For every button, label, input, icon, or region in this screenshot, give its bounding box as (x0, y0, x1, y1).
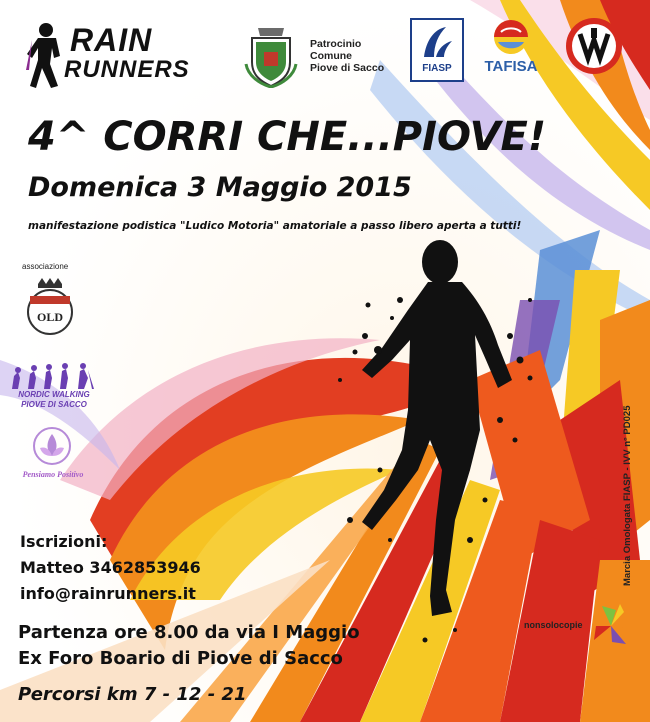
registration-contact: Matteo 3462853946 (20, 558, 201, 577)
association-label: associazione (22, 262, 69, 271)
fiasp-logo (410, 18, 464, 82)
vertical-note-container (622, 296, 634, 586)
crown-badge-icon (20, 276, 80, 338)
patronage-line3: Piove di Sacco (310, 62, 385, 74)
lotus-icon (32, 426, 72, 466)
registration-heading: Iscrizioni: (20, 532, 108, 551)
ivv-logo-icon (564, 16, 624, 76)
tafisa-logo (470, 18, 552, 78)
pensiamo-positivo-logo (18, 426, 88, 508)
start-line2: Ex Foro Boario di Piove di Sacco (18, 648, 343, 669)
nordic-walking-label (8, 390, 100, 410)
nordic-line1: NORDIC WALKING (18, 390, 90, 399)
routes-info: Percorsi km 7 - 12 - 21 (18, 684, 247, 705)
homologation-note: Marcia Omologata FIASP - IVV n° PD025 (622, 405, 633, 586)
patronage-text (310, 38, 384, 74)
event-date: Domenica 3 Maggio 2015 (28, 172, 412, 203)
rain-runners-logo (24, 20, 214, 92)
flower-icon (590, 600, 632, 652)
registration-email: info@rainrunners.it (20, 584, 196, 603)
tafisa-icon (492, 18, 530, 56)
nordic-line2: PIOVE DI SACCO (21, 400, 87, 409)
club-old-name: OLD (36, 310, 63, 324)
pensiamo-label: Pensiamo Positivo (22, 470, 84, 479)
event-description: manifestazione podistica "Ludico Motoria" amatoriale a passo libero aperta a tutti! (28, 220, 522, 232)
evolution-walkers-icon (8, 362, 98, 390)
patronage-line1: Patrocinio (310, 38, 362, 50)
event-title: 4^ CORRI CHE...PIOVE! (28, 114, 547, 160)
fiasp-label: FIASP (422, 63, 452, 74)
brand-line2: RUNNERS (64, 56, 190, 83)
nonsolocopie-label: nonsolocopie (524, 620, 583, 630)
coat-of-arms-icon (242, 24, 300, 88)
patronage-line2: Comune (310, 50, 352, 62)
nonsolocopie-logo (524, 600, 634, 660)
brand-line1: RAIN (70, 22, 153, 58)
club-old-logo (20, 276, 80, 338)
start-line1: Partenza ore 8.00 da via I Maggio (18, 622, 360, 643)
tafisa-label: TAFISA (484, 58, 538, 75)
runner-logo-icon (24, 20, 68, 90)
fiasp-icon (416, 23, 456, 61)
